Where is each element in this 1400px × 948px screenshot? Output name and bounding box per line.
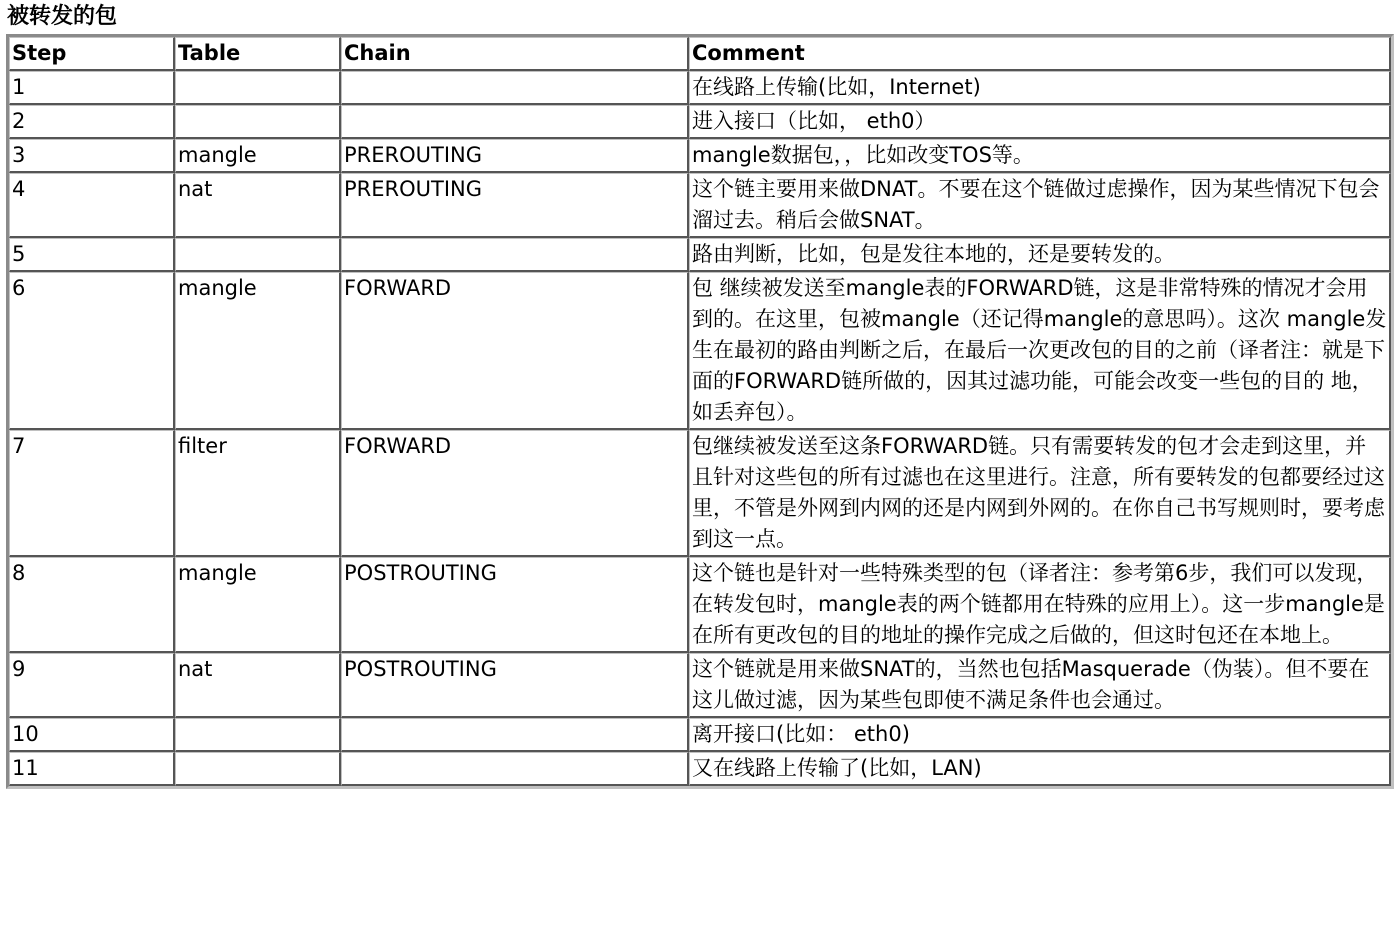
comment-cell: 这个链就是用来做SNAT的，当然也包括Masquerade（伪装）。但不要在这儿做过滤，因为某些包即使不满足条件也会通过。	[689, 653, 1391, 718]
table-row	[9, 718, 1391, 752]
step-cell: 4	[9, 173, 175, 238]
chain-cell: PREROUTING	[341, 139, 689, 173]
table-row	[9, 752, 1391, 786]
chain-cell	[341, 718, 689, 752]
chain-cell	[341, 752, 689, 786]
step-cell: 5	[9, 238, 175, 272]
chain-cell: FORWARD	[341, 430, 689, 557]
step-cell: 7	[9, 430, 175, 557]
table-row	[9, 238, 1391, 272]
table-row	[9, 105, 1391, 139]
table-cell: mangle	[175, 557, 341, 653]
step-cell: 6	[9, 272, 175, 430]
comment-cell: 包 继续被发送至mangle表的FORWARD链，这是非常特殊的情况才会用到的。在这里，包被mangle（还记得mangle的意思吗）。这次 mangle发生在最初的路由判断之后，在最后一次更改包的目的之前（译者注：就是下面的FORWARD链所做的，因其过滤功能，可能会改变一些包的目的 地，如丢弃包）。	[689, 272, 1391, 430]
step-cell: 1	[9, 71, 175, 105]
comment-cell: 进入接口（比如， eth0）	[689, 105, 1391, 139]
comment-cell: 在线路上传输(比如，Internet)	[689, 71, 1391, 105]
comment-cell: 这个链也是针对一些特殊类型的包（译者注：参考第6步，我们可以发现，在转发包时，mangle表的两个链都用在特殊的应用上）。这一步mangle是在所有更改包的目的地址的操作完成之后做的，但这时包还在本地上。	[689, 557, 1391, 653]
header-comment: Comment	[689, 37, 1391, 71]
chain-cell: POSTROUTING	[341, 653, 689, 718]
header-chain: Chain	[341, 37, 689, 71]
chain-cell	[341, 71, 689, 105]
table-row	[9, 653, 1391, 718]
step-cell: 11	[9, 752, 175, 786]
table-cell: nat	[175, 173, 341, 238]
step-cell: 8	[9, 557, 175, 653]
header-table: Table	[175, 37, 341, 71]
table-cell	[175, 238, 341, 272]
table-cell: mangle	[175, 139, 341, 173]
table-row	[9, 139, 1391, 173]
header-step: Step	[9, 37, 175, 71]
table-row	[9, 272, 1391, 430]
comment-cell: 这个链主要用来做DNAT。不要在这个链做过虑操作，因为某些情况下包会溜过去。稍后会做SNAT。	[689, 173, 1391, 238]
table-cell	[175, 105, 341, 139]
table-row	[9, 173, 1391, 238]
chain-cell: PREROUTING	[341, 173, 689, 238]
table-cell: mangle	[175, 272, 341, 430]
table-cell: filter	[175, 430, 341, 557]
table-row	[9, 71, 1391, 105]
step-cell: 10	[9, 718, 175, 752]
comment-cell: 包继续被发送至这条FORWARD链。只有需要转发的包才会走到这里，并且针对这些包的所有过滤也在这里进行。注意，所有要转发的包都要经过这里，不管是外网到内网的还是内网到外网的。在你自己书写规则时，要考虑到这一点。	[689, 430, 1391, 557]
table-cell	[175, 718, 341, 752]
table-cell	[175, 71, 341, 105]
table-row	[9, 557, 1391, 653]
chain-cell	[341, 105, 689, 139]
page-title: 被转发的包	[7, 4, 118, 29]
chain-cell	[341, 238, 689, 272]
comment-cell: 路由判断，比如，包是发往本地的，还是要转发的。	[689, 238, 1391, 272]
comment-cell: mangle数据包，，比如改变TOS等。	[689, 139, 1391, 173]
comment-cell: 离开接口(比如： eth0)	[689, 718, 1391, 752]
step-cell: 3	[9, 139, 175, 173]
header-row	[9, 37, 1391, 71]
chain-cell: FORWARD	[341, 272, 689, 430]
forward-packet-table	[6, 34, 1394, 789]
step-cell: 9	[9, 653, 175, 718]
step-cell: 2	[9, 105, 175, 139]
chain-cell: POSTROUTING	[341, 557, 689, 653]
table-cell: nat	[175, 653, 341, 718]
comment-cell: 又在线路上传输了(比如，LAN)	[689, 752, 1391, 786]
table-row	[9, 430, 1391, 557]
table-cell	[175, 752, 341, 786]
